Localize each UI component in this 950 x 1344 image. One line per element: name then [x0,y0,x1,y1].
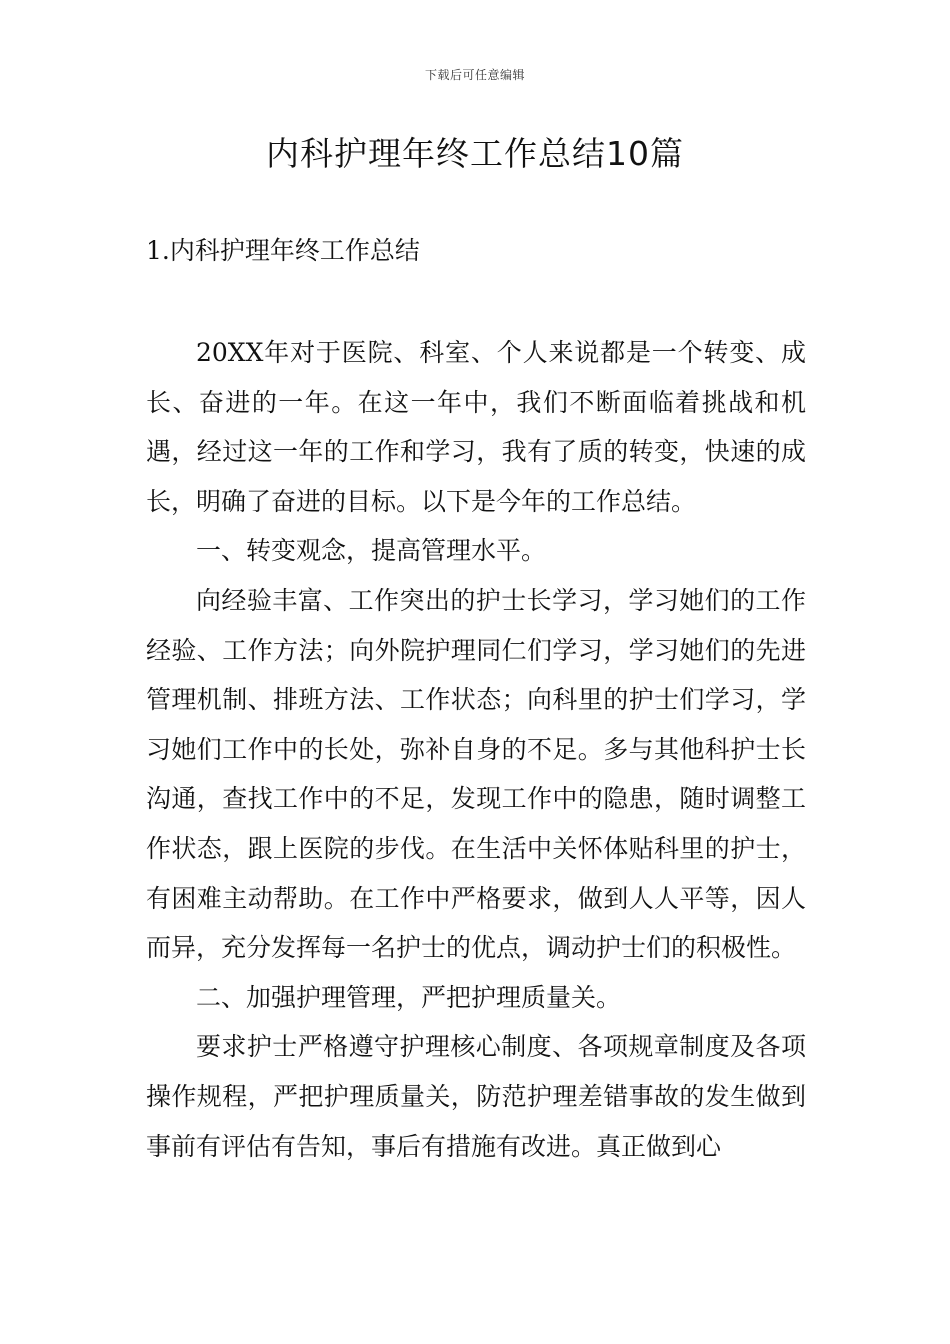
paragraph-heading-1: 一、转变观念，提高管理水平。 [196,536,547,566]
paragraph-learning: 向经验丰富、工作突出的护士长学习，学习她们的工作经验、工作方法；向外院护理同仁们学习，学习她们的先进管理机制、排班方法、工作状态；向科里的护士们学习，学习她们工作中的长处，弥补自身的不足。多与其他科护士长沟通，查找工作中的不足，发现工作中的隐患，随时调整工作状态，跟上医院的步伐。在生活中关怀体贴科里的护士，有困难主动帮助。在工作中严格要求，做到人人平等，因人而异，充分发挥每一名护士的优点，调动护士们的积极性。 [146,585,806,963]
section-heading: 1.内科护理年终工作总结 [146,236,420,265]
header-note: 下载后可任意编辑 [424,68,525,82]
body-text [146,328,806,1171]
paragraph-intro: 20XX年对于医院、科室、个人来说都是一个转变、成长、奋进的一年。在这一年中，我们不断面临着挑战和机遇，经过这一年的工作和学习，我有了质的转变，快速的成长，明确了奋进的目标。以下是今年的工作总结。 [146,338,806,516]
paragraph-heading-2: 二、加强护理管理，严把护理质量关。 [196,982,622,1012]
paragraph-quality: 要求护士严格遵守护理核心制度、各项规章制度及各项操作规程，严把护理质量关，防范护理差错事故的发生做到事前有评估有告知，事后有措施有改进。真正做到心 [146,1032,806,1161]
document-title: 内科护理年终工作总结10篇 [266,134,684,173]
